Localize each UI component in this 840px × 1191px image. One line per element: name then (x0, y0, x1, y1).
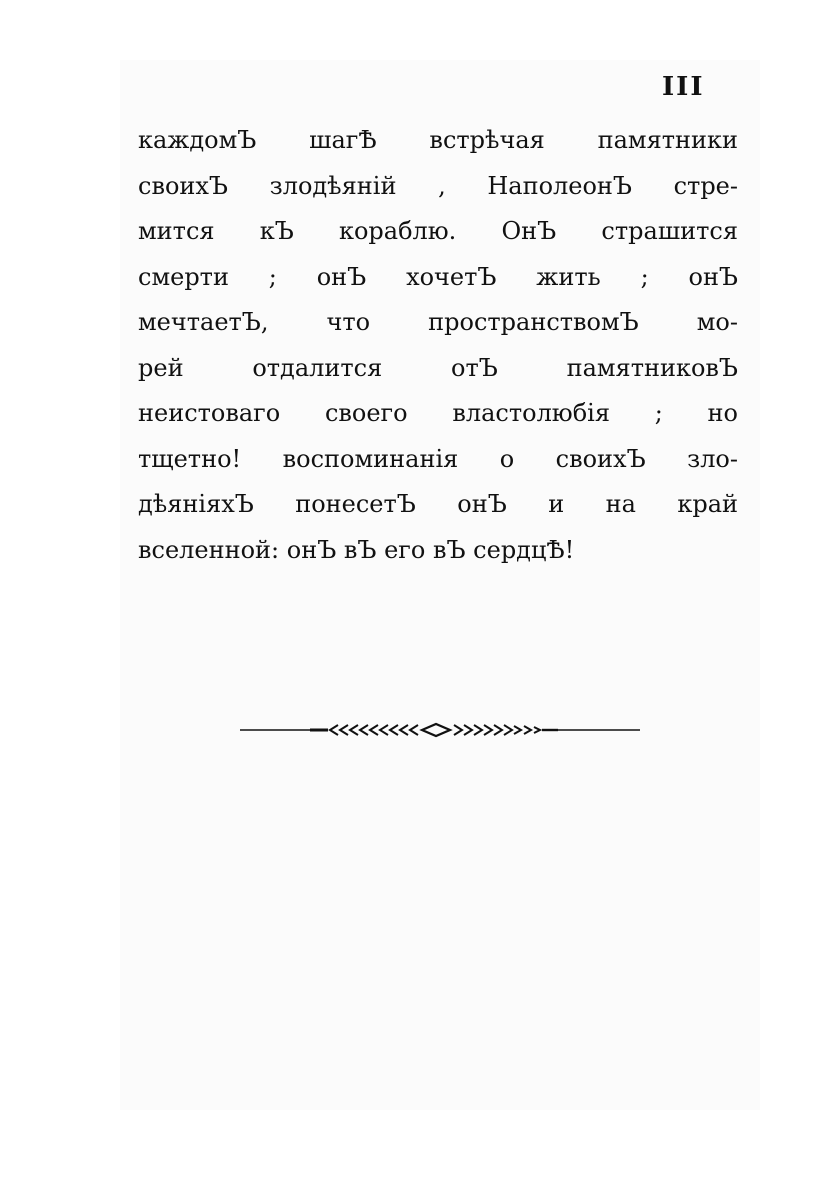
body-text (138, 118, 738, 573)
text-line-6: рей отдалится отЪ памятниковЪ (138, 353, 738, 382)
text-line-5: мечтаетЪ, что пространствомЪ мо- (138, 308, 738, 336)
text-line-8: тщетно! воспоминанія о своихЪ зло- (138, 444, 738, 473)
text-line-7: неистоваго своего властолюбія ; но (138, 399, 738, 427)
text-line-1: каждомЪ шагѢ встрѣчая памятники (138, 126, 738, 154)
text-line-10: вселенной: онЪ вЪ его вЪ сердцѢ! (138, 535, 575, 564)
page-number: III (662, 72, 705, 102)
text-line-2: своихЪ злодѣяній , НаполеонЪ стре- (138, 171, 738, 200)
text-line-3: мится кЪ кораблю. ОнЪ страшится (138, 217, 738, 245)
text-line-4: смерти ; онЪ хочетЪ жить ; онЪ (138, 262, 738, 291)
decorative-divider (240, 718, 640, 742)
text-line-9: дѣяніяхЪ понесетЪ онЪ и на край (138, 490, 738, 518)
